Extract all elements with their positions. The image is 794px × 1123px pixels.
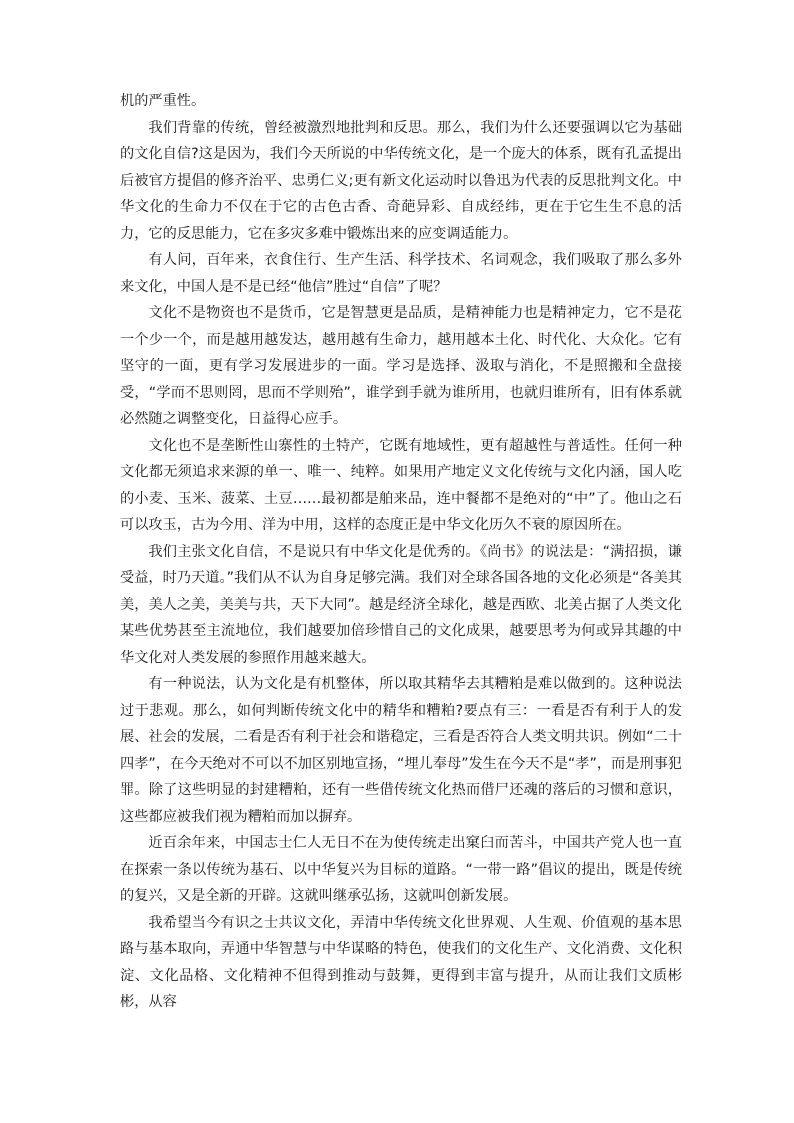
paragraph-continuation: 机的严重性。 — [120, 93, 206, 109]
paragraph: 我们背靠的传统，曾经被激烈地批判和反思。那么，我们为什么还要强调以它为基础的文化自信?这是因为，我们今天所说的中华传统文化，是一个庞大的体系，既有孔孟提出后被官方提倡的修齐治平、忠勇仁义;更有新文化运动时以鲁迅为代表的反思批判文化。中华文化的生命力不仅在于它的古色古香、奇葩异彩、自成经纬，更在于它生生不息的活力，它的反思能力，它在多灾多难中锻炼出来的应变调适能力。 — [120, 119, 682, 242]
document-body — [120, 88, 682, 1016]
paragraph: 文化不是物资也不是货币，它是智慧更是品质，是精神能力也是精神定力，它不是花一个少一个，而是越用越发达，越用越有生命力，越用越本土化、时代化、大众化。它有坚守的一面，更有学习发展进步的一面。学习是选择、汲取与消化，不是照搬和全盘接受，“学而不思则罔，思而不学则殆”，谁学到手就为谁所用，也就归谁所有，旧有体系就必然随之调整变化，日益得心应手。 — [120, 305, 682, 427]
paragraph: 近百余年来，中国志士仁人无日不在为使传统走出窠臼而苦斗，中国共产党人也一直在探索一条以传统为基石、以中华复兴为目标的道路。“一带一路”倡议的提出，既是传统的复兴，又是全新的开辟。这就叫继承弘扬，这就叫创新发展。 — [120, 835, 682, 904]
paragraph: 我希望当今有识之士共议文化，弄清中华传统文化世界观、人生观、价值观的基本思路与基本取向，弄通中华智慧与中华谋略的特色，使我们的文化生产、文化消费、文化积淀、文化品格、文化精神不但得到推动与鼓舞，更得到丰富与提升，从而让我们文质彬彬，从容 — [120, 914, 682, 1010]
paragraph: 我们主张文化自信，不是说只有中华文化是优秀的。《尚书》的说法是：“满招损，谦受益，时乃天道。”我们从不认为自身足够完满。我们对全球各国各地的文化必须是“各美其美，美人之美，美美与共，天下大同”。越是经济全球化，越是西欧、北美占据了人类文化某些优势甚至主流地位，我们越要加倍珍惜自己的文化成果，越要思考为何或异其趣的中华文化对人类发展的参照作用越来越大。 — [120, 543, 682, 666]
paragraph: 有一种说法，认为文化是有机整体，所以取其精华去其糟粕是难以做到的。这种说法过于悲观。那么，如何判断传统文化中的精华和糟粕?要点有三：一看是否有利于人的发展、社会的发展，二看是否有利于社会和谐稳定，三看是否符合人类文明共识。例如“二十四孝”，在今天绝对不可以不加区别地宣扬，“埋儿奉母”发生在今天不是“孝”，而是刑事犯罪。除了这些明显的封建糟粕，还有一些借传统文化热而借尸还魂的落后的习惯和意识，这些都应被我们视为糟粕而加以摒弃。 — [120, 676, 682, 825]
paragraph: 有人问，百年来，衣食住行、生产生活、科学技术、名词观念，我们吸取了那么多外来文化，中国人是不是已经“他信”胜过“自信”了呢？ — [120, 252, 682, 295]
paragraph: 文化也不是垄断性山寨性的土特产，它既有地域性，更有超越性与普适性。任何一种文化都无须追求来源的单一、唯一、纯粹。如果用产地定义文化传统与文化内涵，国人吃的小麦、玉米、菠菜、土豆……最初都是舶来品，连中餐都不是绝对的“中”了。他山之石可以攻玉，古为今用、洋为中用，这样的态度正是中华文化历久不衰的原因所在。 — [120, 437, 682, 533]
